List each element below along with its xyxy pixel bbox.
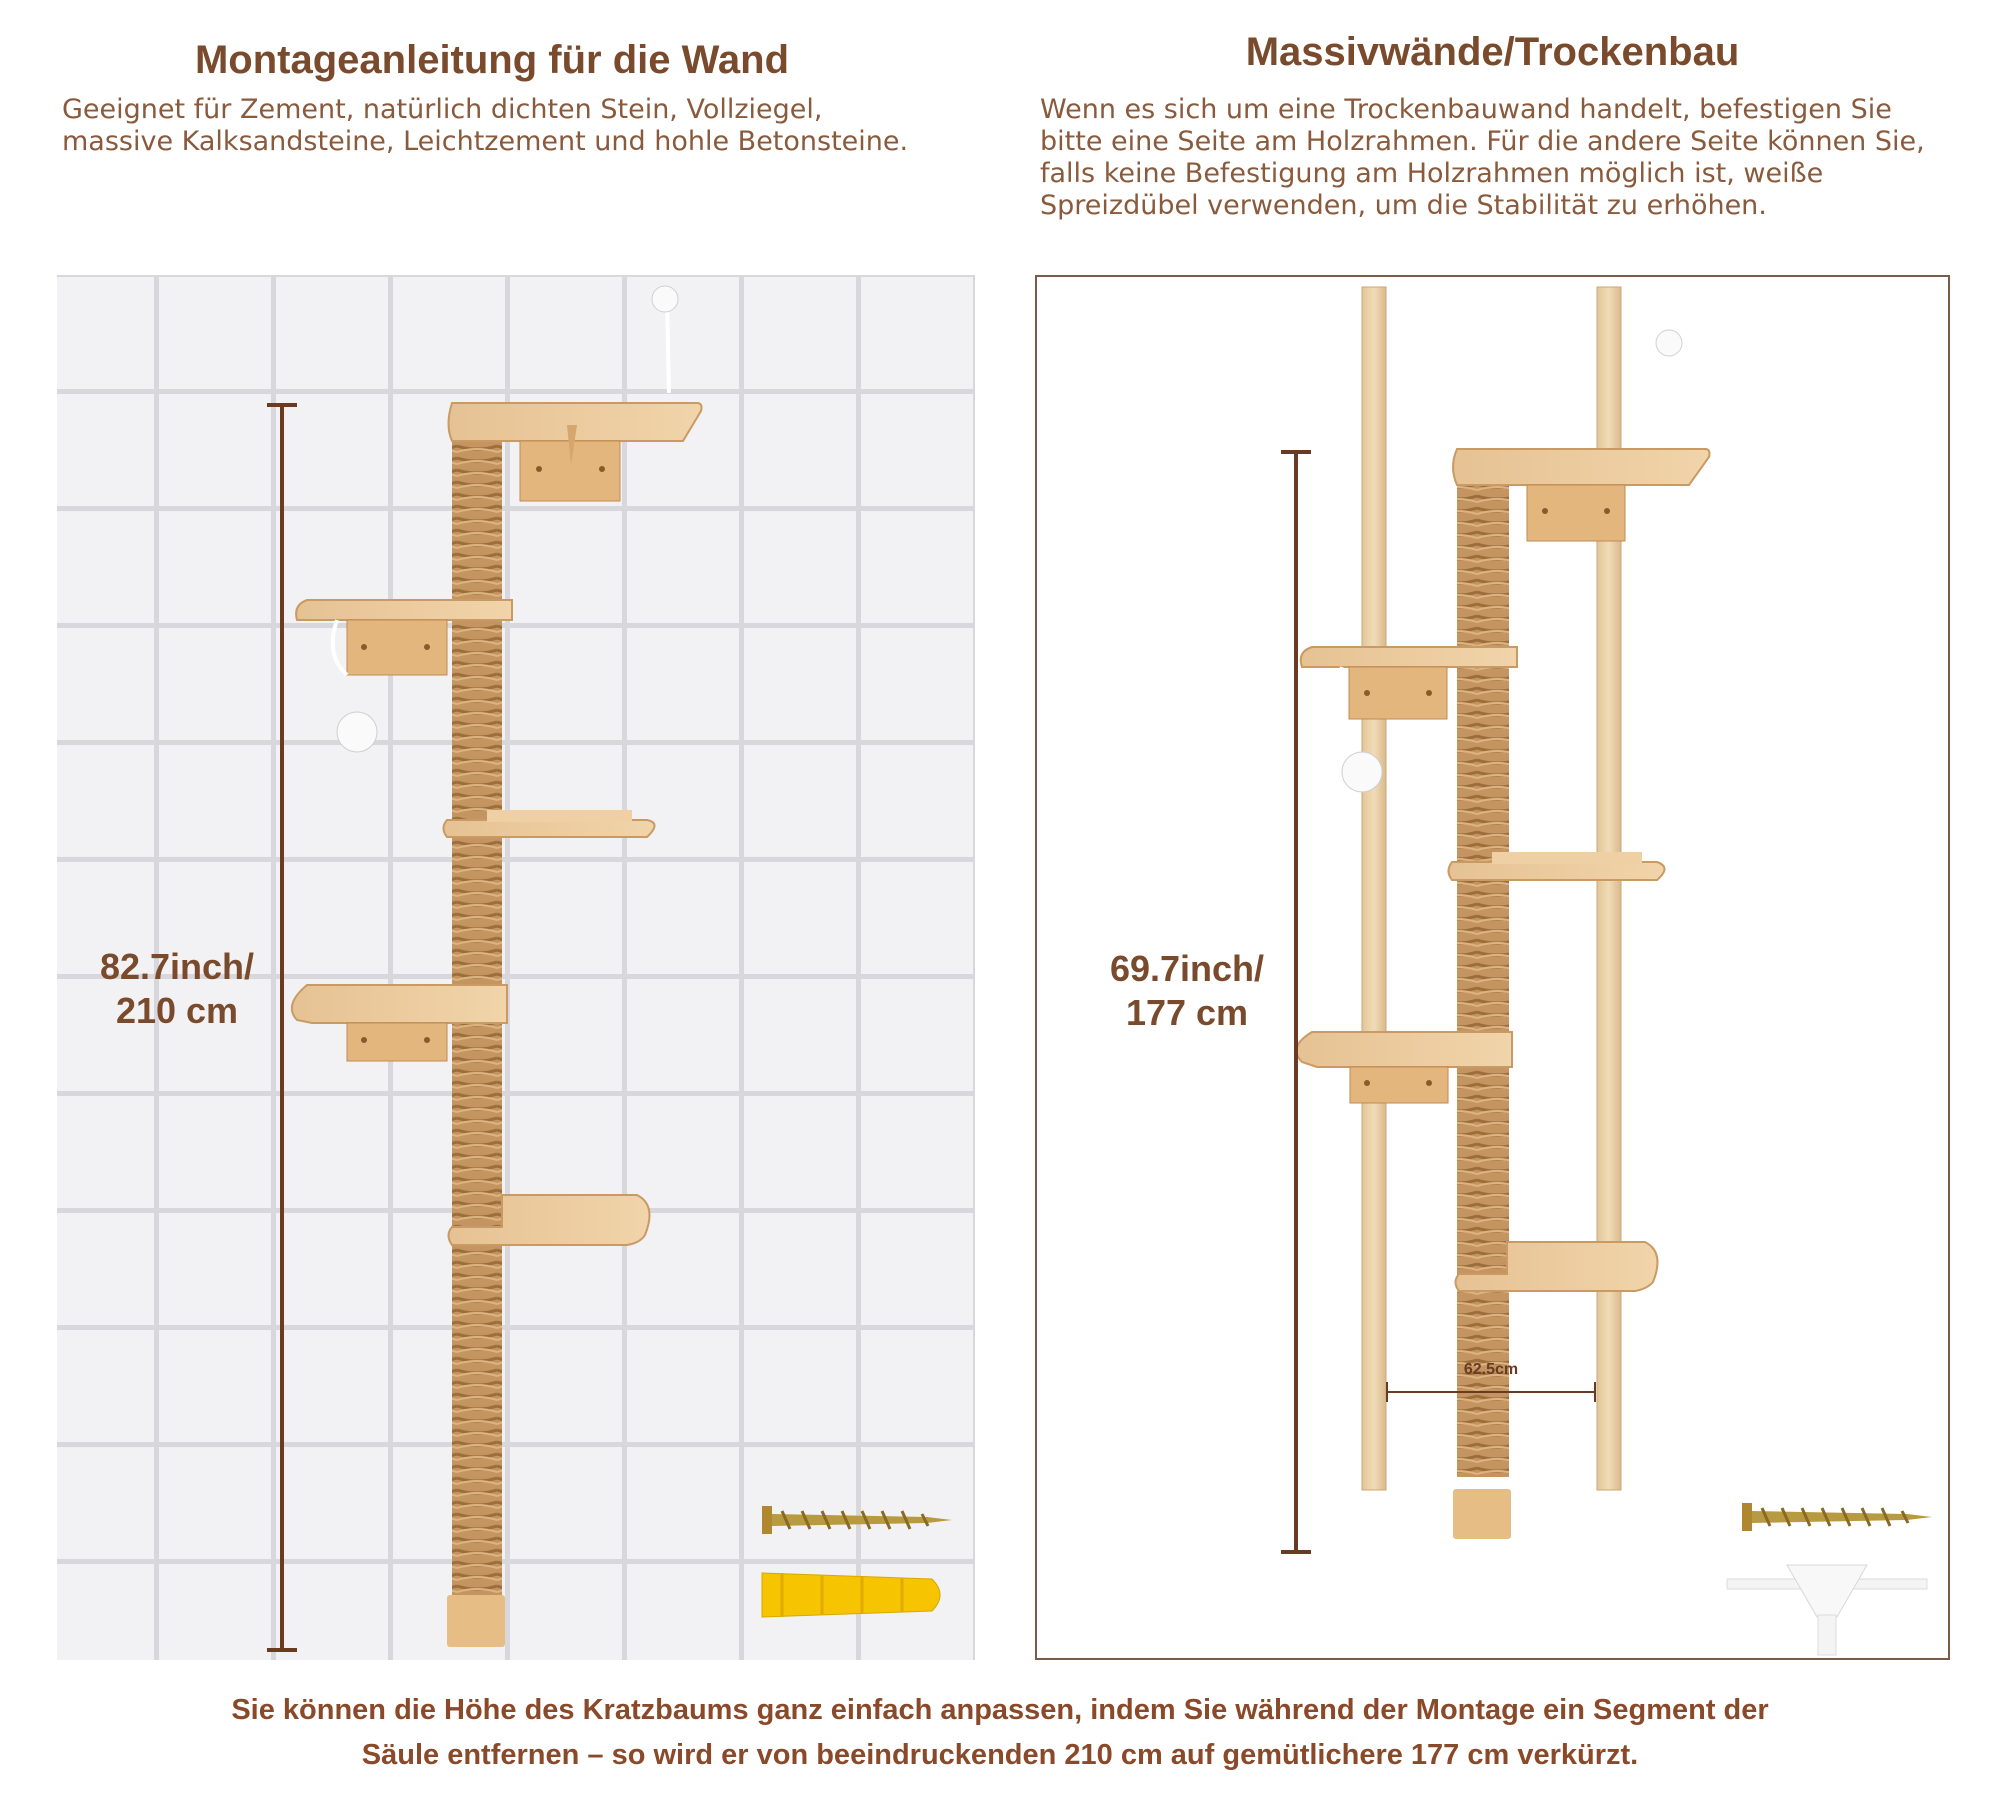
height-cm-right: 177 cm: [1125, 992, 1249, 1033]
yellow-wall-plug-icon: [762, 1573, 948, 1617]
wood-screw-icon: [762, 1500, 952, 1540]
height-inch-right: 69.7inch/: [1109, 948, 1265, 989]
left-description: Geeignet für Zement, natürlich dichten Stein, Vollziegel, massive Kalksandsteine, Leichtzement und hohle Betonsteine.: [62, 94, 909, 157]
wood-screw-icon: [1742, 1497, 1932, 1537]
height-label-right: [1077, 947, 1297, 1035]
height-dimension-tick-top-right: [1281, 450, 1311, 454]
height-cm-left: 210 cm: [115, 990, 239, 1031]
tiled-wall-panel: [57, 275, 975, 1660]
drywall-frame-panel: [1035, 275, 1950, 1660]
footer-note: [40, 1688, 1960, 1778]
height-dimension-tick-top-left: [267, 403, 297, 407]
stud-spacing-label: 62.5cm: [1463, 1361, 1519, 1378]
white-drywall-anchor-icon: [1727, 1562, 1927, 1657]
footer-line-2: Säule entfernen – so wird er von beeindruckenden 210 cm auf gemütlichere 177 cm verkürzt.: [361, 1739, 1639, 1771]
footer-line-1: Sie können die Höhe des Kratzbaums ganz einfach anpassen, indem Sie während der Montage ein Segment der: [231, 1694, 1769, 1726]
height-inch-left: 82.7inch/: [99, 946, 255, 987]
right-description: Wenn es sich um eine Trockenbauwand handelt, befestigen Sie bitte eine Seite am Holzrahmen. Für die andere Seite können Sie, falls keine Befestigung am Holzrahmen möglich ist, weiße Spreizdübel verwenden, um die Stabilität zu erhöhen.: [1040, 94, 1925, 221]
right-title: Massivwände/Trockenbau: [1245, 30, 1740, 74]
height-dimension-tick-bottom-right: [1281, 1550, 1311, 1554]
height-dimension-tick-bottom-left: [267, 1648, 297, 1652]
left-title: Montageanleitung für die Wand: [194, 38, 790, 82]
height-label-left: [67, 945, 287, 1033]
